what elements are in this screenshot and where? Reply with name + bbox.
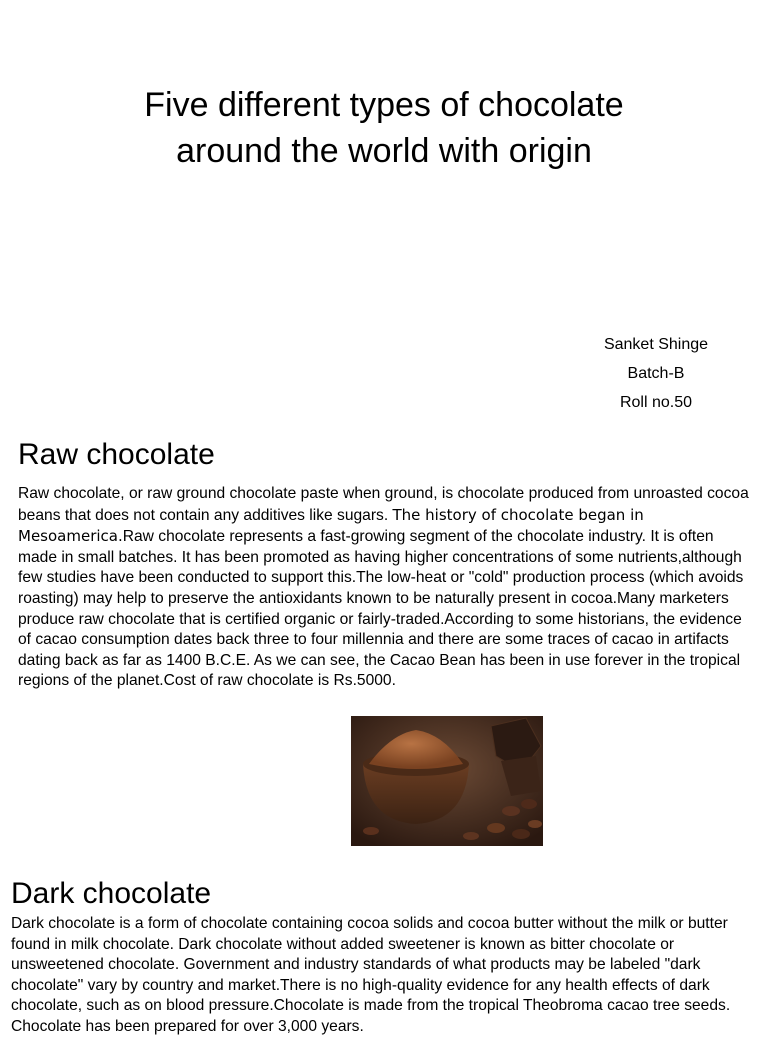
cocoa-bean [521,799,537,809]
cocoa-bean [463,832,479,840]
raw-chocolate-paragraph [18,484,750,692]
author-roll: Roll no.50 [619,394,693,411]
author-batch: Batch-B [627,365,685,382]
raw-chocolate-heading: Raw chocolate [18,438,215,471]
cocoa-powder-bowl-photo [351,716,543,846]
cocoa-bean [487,823,505,833]
page-title [0,82,768,174]
dark-chocolate-heading: Dark chocolate [11,877,212,910]
raw-text-part-1: Raw chocolate, or raw ground chocolate paste when ground, is chocolate produced from unroasted cocoa beans that does not contain any additives like sugars. [18,485,749,524]
cocoa-photo-illustration [351,716,543,846]
cocoa-bean [502,806,520,816]
author-block [576,330,736,417]
cocoa-bean [363,827,379,835]
dark-chocolate-paragraph: Dark chocolate is a form of chocolate containing cocoa solids and cocoa butter without the milk or butter found in milk chocolate. Dark chocolate without added sweetener is known as bitter chocolate or unsweetened chocolate. Government and industry standards of what products may be labeled "dark chocolate" vary by country and market.There is no high-quality evidence for any health effects of dark chocolate, such as on blood pressure.Chocolate is made from the tropical Theobroma cacao tree seeds. Chocolate has been prepared for over 3,000 years. [11,915,731,1035]
cocoa-bean [528,820,542,828]
raw-text-highlight: The history of chocolate began in Mesoamerica. [18,505,644,546]
raw-text-part-2: Raw chocolate represents a fast-growing segment of the chocolate industry. It is often made in small batches. It has been promoted as having higher concentrations of some nutrients,although few studies have been conducted to support this.The low-heat or "cold" production process (which avoids roasting) may help to preserve the antioxidants known to be naturally present in cocoa.Many marketers produce raw chocolate that is certified organic or fairly-traded.According to some historians, the evidence of cacao consumption dates back three to four millennia and there are some traces of cacao in artifacts dating back as far as 1400 B.C.E. As we can see, the Cacao Bean has been in use forever in the tropical regions of the planet.Cost of raw chocolate is Rs.5000. [18,528,744,690]
author-name: Sanket Shinge [603,336,709,353]
title-line-2: around the world with origin [176,132,592,170]
title-line-1: Five different types of chocolate [144,86,624,124]
cocoa-bean [512,829,530,839]
